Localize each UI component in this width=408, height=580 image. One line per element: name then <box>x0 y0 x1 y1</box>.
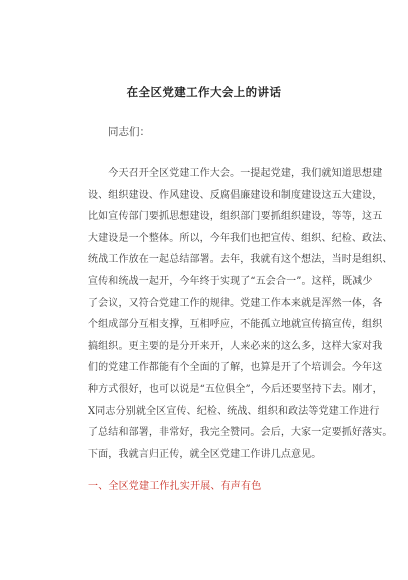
salutation: 同志们： <box>108 126 150 138</box>
body-line: 比如宣传部门要抓思想建设，组织部门要抓组织建设，等等，这五 <box>88 211 383 223</box>
body-line: 下面，我就言归正传，就全区党建工作讲几点意见。 <box>88 448 322 460</box>
body-line: 个组成部分互相支撑，互相呼应，不能孤立地就宣传搞宣传，组织 <box>88 319 383 331</box>
body-line: 设、组织建设、作风建设、反腐倡廉建设和制度建设这五大建设， <box>88 189 383 201</box>
document-title: 在全区党建工作大会上的讲话 <box>126 85 282 99</box>
body-line: 们的党建工作都能有个全面的了解，也算是开了个培训会。今年这 <box>88 362 383 374</box>
body-line: 宣传和统战一起开，今年终于实现了“五会合一”。这样，既减少 <box>88 275 373 287</box>
body-line: X同志分别就全区宣传、纪检、统战、组织和政法等党建工作进行 <box>88 405 380 417</box>
body-line: 了会议，又符合党建工作的规律。党建工作本来就是浑然一体，各 <box>88 297 383 309</box>
body-line: 统战工作放在一起总结部署。去年，我就有这个想法，当时是组织、 <box>88 254 393 266</box>
body-line: 今天召开全区党建工作大会。一提起党建，我们就知道思想建 <box>88 168 383 179</box>
body-line: 搞组织。更主要的是分开来开，人来必来的这么多，这样大家对我 <box>88 340 383 352</box>
body-line: 种方式很好，也可以说是“五位俱全”，今后还要坚持下去。刚才， <box>88 383 383 395</box>
speech-body <box>88 163 393 465</box>
body-line: 了总结和部署，非常好，我完全赞同。会后，大家一定要抓好落实。 <box>88 427 393 439</box>
body-line: 大建设是一个整体。所以，今年我们也把宣传、组织、纪检、政法、 <box>88 232 393 244</box>
section-heading: 一、全区党建工作扎实开展、有声有色 <box>88 481 262 492</box>
